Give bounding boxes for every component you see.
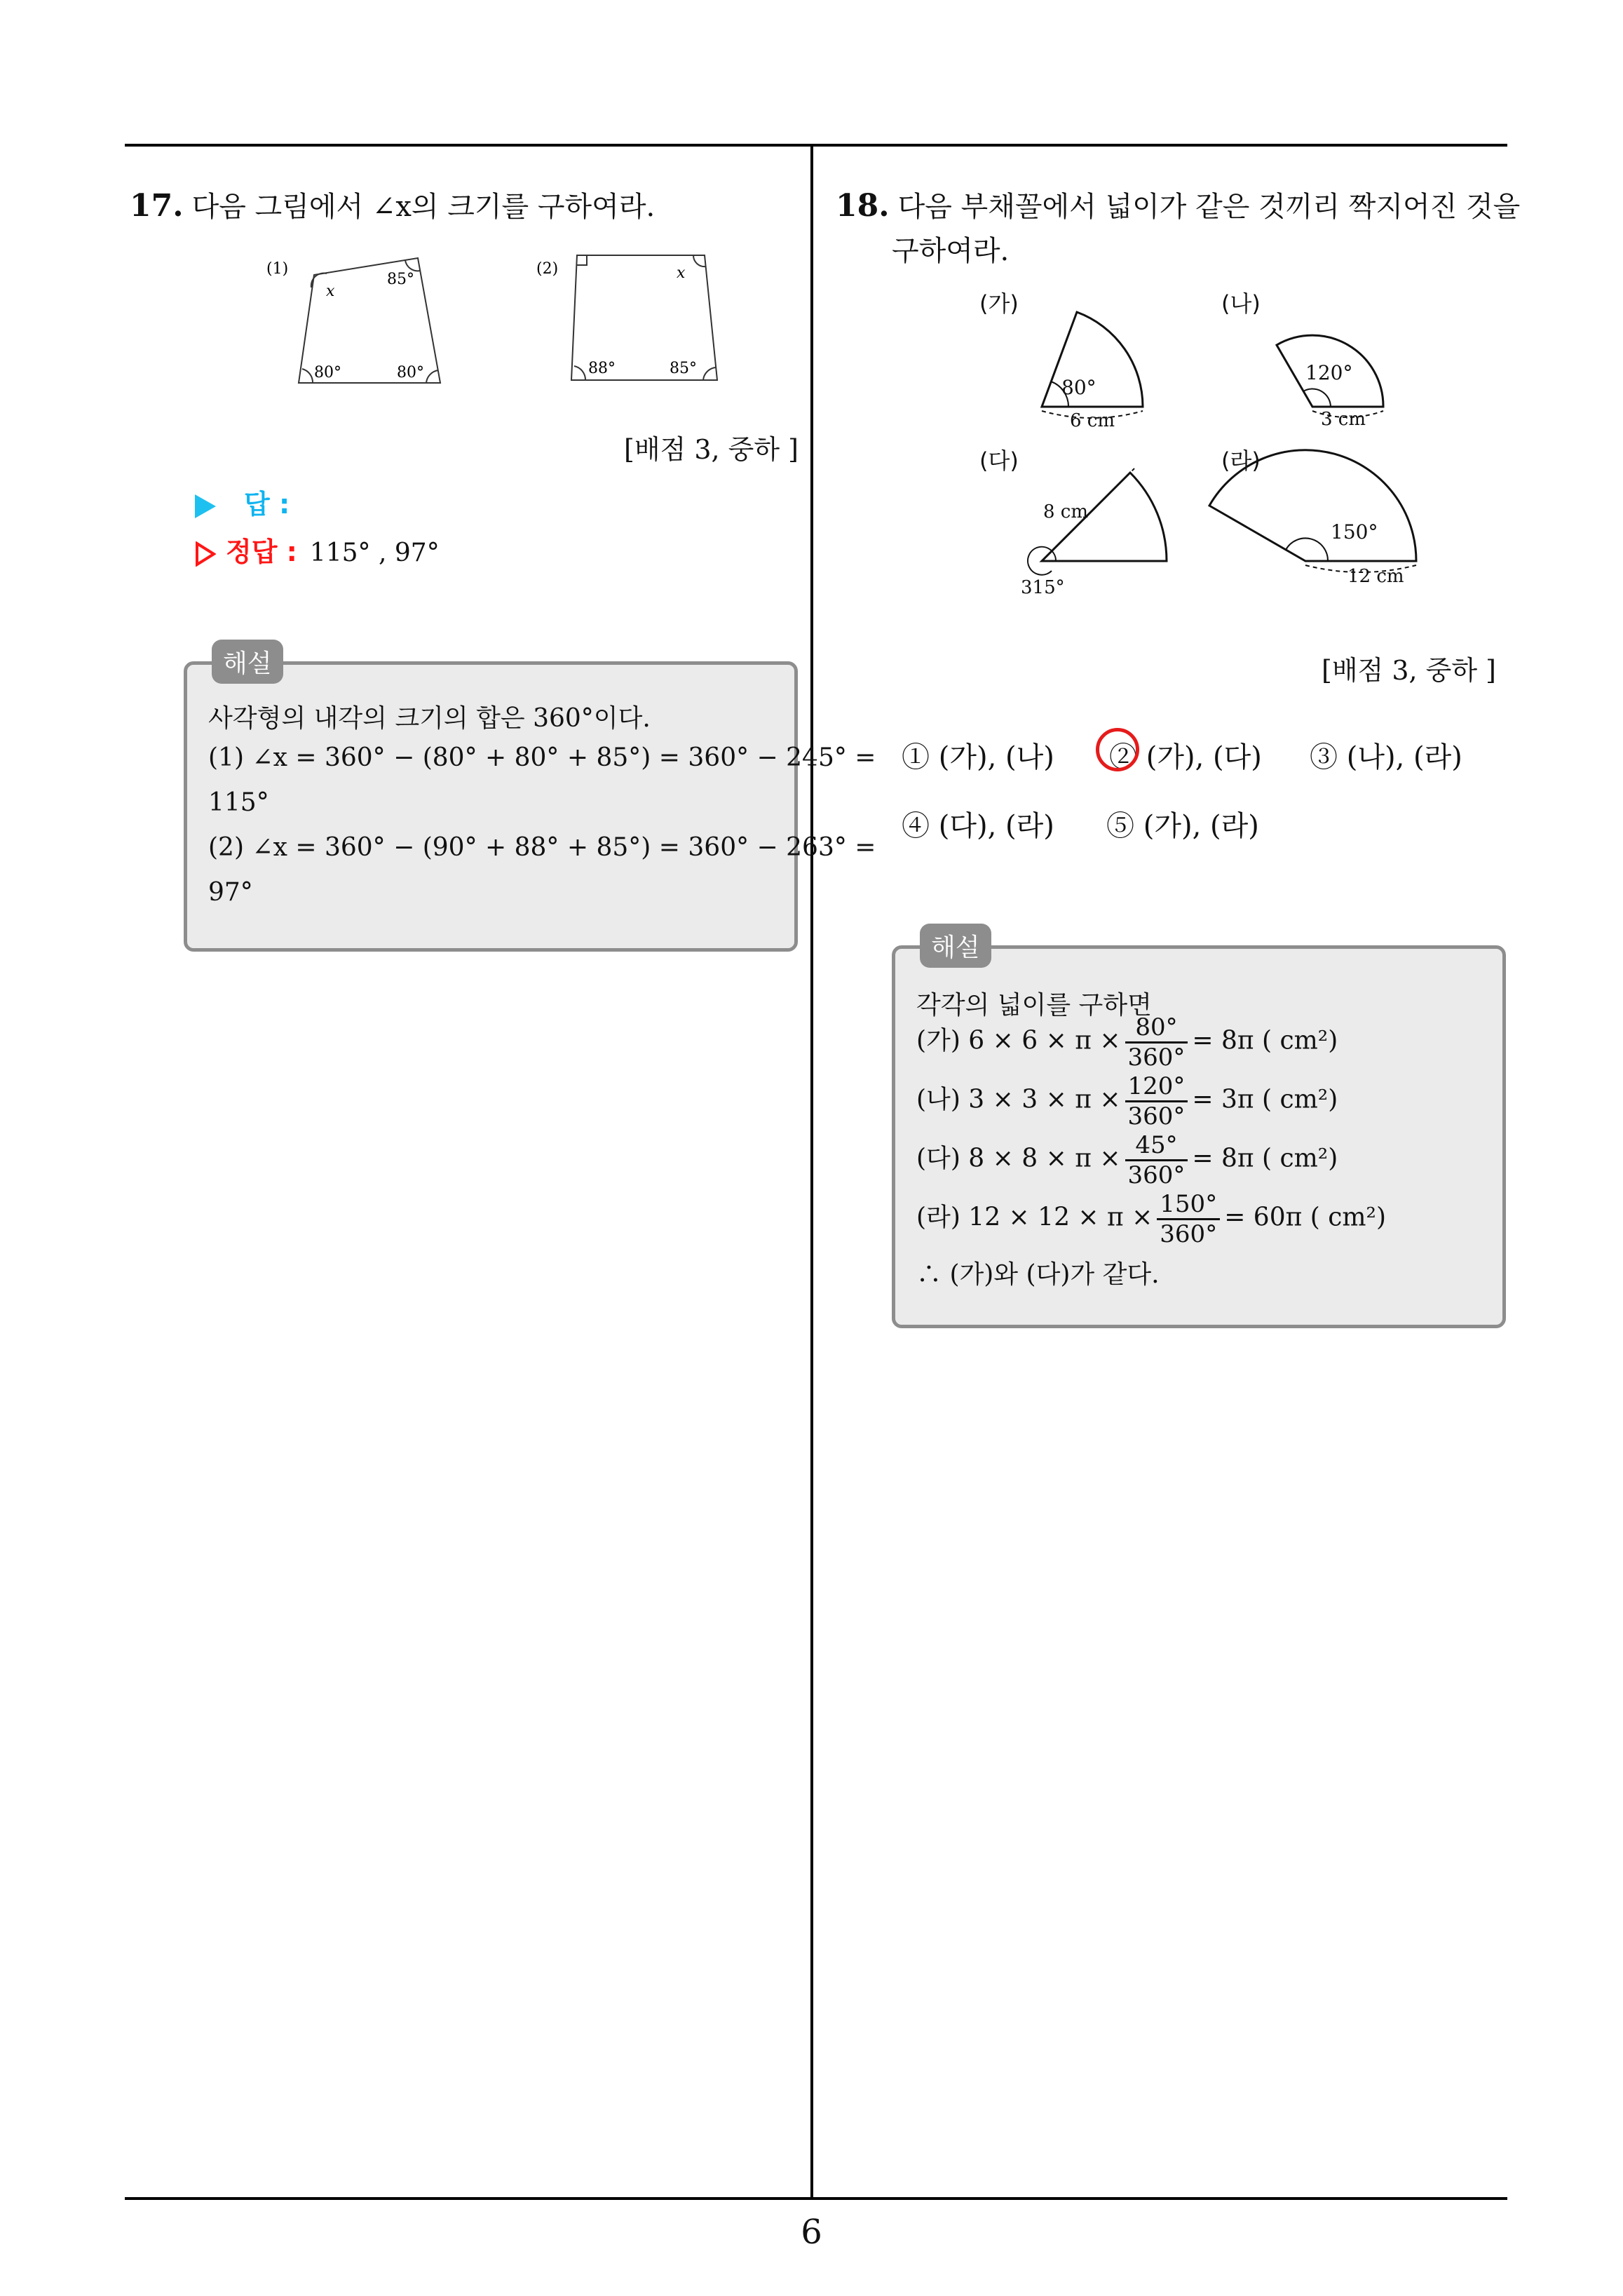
row3-result: = 8π ( cm²) bbox=[1192, 1144, 1338, 1173]
row2-prefix: (나) 3 × 3 × π × bbox=[916, 1085, 1121, 1114]
q18-expl-row-2 bbox=[916, 1072, 1338, 1130]
q18-score: [배점 3, 중하 ] bbox=[1322, 655, 1496, 686]
play-icon bbox=[195, 494, 216, 518]
row2-fraction bbox=[1125, 1072, 1188, 1130]
q17-figure-1 bbox=[259, 252, 456, 393]
column-divider bbox=[810, 144, 813, 2200]
q18-number: 18. bbox=[836, 188, 890, 224]
sector-na-angle: 120° bbox=[1305, 361, 1353, 384]
q17-explanation-tag: 해설 bbox=[212, 640, 283, 684]
row1-prefix: (가) 6 × 6 × π × bbox=[916, 1026, 1121, 1055]
row2-den: 360° bbox=[1127, 1102, 1186, 1130]
fig1-angle-80-left: 80° bbox=[314, 364, 341, 381]
page-number: 6 bbox=[801, 2213, 822, 2252]
row2-result: = 3π ( cm²) bbox=[1192, 1085, 1338, 1114]
fig1-label: (1) bbox=[266, 260, 289, 278]
q17-expl-line-4: (2) ∠x = 360° − (90° + 88° + 85°) = 360° − 263° = bbox=[208, 833, 876, 862]
q17-number: 17. bbox=[130, 188, 184, 224]
play-outline-icon bbox=[195, 541, 216, 567]
fig2-label: (2) bbox=[536, 260, 559, 278]
q17-expl-line-3: 115° bbox=[208, 788, 269, 817]
sector-da-angle: 315° bbox=[1021, 577, 1065, 598]
sector-da-radius: 8 cm bbox=[1043, 501, 1089, 522]
row1-result: = 8π ( cm²) bbox=[1192, 1026, 1338, 1055]
q18-title-line1 bbox=[836, 184, 1520, 229]
q18-expl-intro: 각각의 넓이를 구하면 bbox=[916, 991, 1152, 1020]
fig2-x: x bbox=[677, 264, 686, 282]
sector-da-label: (다) bbox=[979, 447, 1019, 474]
choice-1[interactable]: ① (가), (나) bbox=[902, 741, 1054, 774]
choice-5[interactable]: ⑤ (가), (라) bbox=[1106, 810, 1259, 842]
fig1-x: x bbox=[326, 283, 335, 300]
sector-ga-angle: 80° bbox=[1061, 376, 1096, 399]
q17-answer-row bbox=[195, 482, 290, 521]
q18-expl-conclusion: ∴ (가)와 (다)가 같다. bbox=[916, 1260, 1160, 1289]
q18-explanation-box bbox=[892, 945, 1506, 1328]
correct-value: 115° , 97° bbox=[309, 539, 440, 567]
row3-prefix: (다) 8 × 8 × π × bbox=[916, 1144, 1121, 1173]
q18-expl-row-1 bbox=[916, 1013, 1338, 1072]
row4-num: 150° bbox=[1157, 1190, 1220, 1220]
row3-num: 45° bbox=[1125, 1131, 1188, 1161]
row4-prefix: (라) 12 × 12 × π × bbox=[916, 1203, 1153, 1232]
choice-2[interactable]: ② (가), (다) bbox=[1109, 741, 1262, 774]
fig2-angle-85: 85° bbox=[670, 360, 697, 377]
row1-num: 80° bbox=[1125, 1013, 1188, 1044]
q17-figure-2 bbox=[529, 252, 726, 393]
q18-explanation-tag: 해설 bbox=[920, 924, 991, 968]
sector-ra-angle: 150° bbox=[1331, 520, 1378, 543]
top-rule bbox=[125, 144, 1507, 147]
q18-text-1: 다음 부채꼴에서 넓이가 같은 것끼리 짝지어진 것을 bbox=[897, 191, 1521, 223]
row4-fraction bbox=[1157, 1190, 1220, 1248]
q17-expl-line-1: 사각형의 내각의 크기의 합은 360°이다. bbox=[208, 704, 651, 733]
bottom-rule bbox=[125, 2197, 1507, 2200]
q17-correct-row bbox=[195, 530, 440, 569]
q17-title bbox=[130, 184, 655, 229]
sector-na-label: (나) bbox=[1221, 290, 1261, 317]
sector-ra-label: (라) bbox=[1221, 447, 1261, 474]
fig1-angle-85: 85° bbox=[387, 271, 414, 288]
fig1-angle-80-right: 80° bbox=[397, 364, 424, 381]
q17-text: 다음 그림에서 ∠x의 크기를 구하여라. bbox=[191, 191, 656, 223]
q18-expl-row-4 bbox=[916, 1190, 1386, 1248]
q18-expl-row-3 bbox=[916, 1131, 1338, 1189]
sector-ga-label: (가) bbox=[979, 290, 1019, 317]
q17-explanation-box bbox=[184, 661, 876, 952]
sector-na-radius: 3 cm bbox=[1321, 409, 1366, 430]
fig2-angle-88: 88° bbox=[588, 360, 616, 377]
row3-fraction bbox=[1125, 1131, 1188, 1189]
selected-choice-circle bbox=[1096, 728, 1139, 771]
row3-den: 360° bbox=[1127, 1161, 1186, 1189]
q18-sectors-figure bbox=[967, 288, 1472, 610]
correct-label: 정답 : bbox=[226, 536, 297, 567]
row1-fraction bbox=[1125, 1013, 1188, 1072]
row4-result: = 60π ( cm²) bbox=[1224, 1203, 1386, 1232]
q17-expl-line-2: (1) ∠x = 360° − (80° + 80° + 85°) = 360° − 245° = bbox=[208, 743, 876, 772]
sector-ra-radius: 12 cm bbox=[1347, 566, 1404, 587]
row2-num: 120° bbox=[1125, 1072, 1188, 1102]
sector-ga-radius: 6 cm bbox=[1070, 410, 1115, 431]
choice-4[interactable]: ④ (다), (라) bbox=[902, 810, 1054, 842]
q17-score: [배점 3, 중하 ] bbox=[624, 434, 799, 465]
row4-den: 360° bbox=[1160, 1220, 1218, 1248]
choice-3[interactable]: ③ (나), (라) bbox=[1310, 741, 1462, 774]
q18-text-2: 구하여라. bbox=[892, 235, 1010, 267]
answer-label: 답 : bbox=[244, 489, 290, 520]
row1-den: 360° bbox=[1127, 1044, 1186, 1072]
q17-expl-line-5: 97° bbox=[208, 878, 253, 907]
